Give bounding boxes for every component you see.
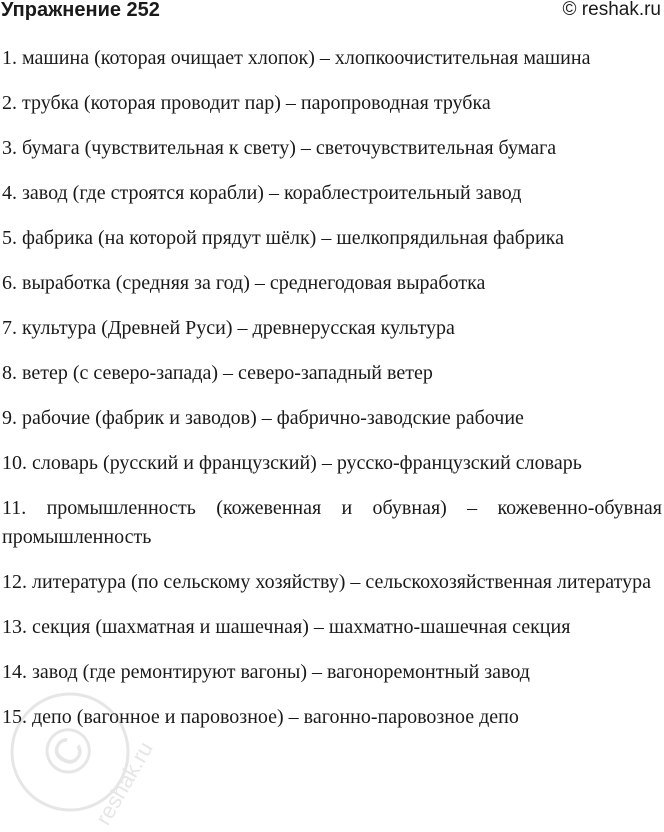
watermark-symbol: © (25, 712, 112, 790)
list-item: 9. рабочие (фабрик и заводов) – фабрично-заводские рабочие (2, 407, 524, 429)
list-item: 4. завод (где строятся корабли) – кораблестроительный завод (2, 182, 522, 204)
list-item: 2. трубка (которая проводит пар) – паропроводная трубка (2, 92, 491, 114)
list-item: 11. промышленность (кожевенная и обувная) – кожевенно-обувная промышленность (2, 497, 662, 548)
list-item: 5. фабрика (на которой прядут шёлк) – шелкопрядильная фабрика (2, 227, 564, 249)
watermark-text: reshak.ru (90, 737, 158, 830)
list-item: 14. завод (где ремонтируют вагоны) – вагоноремонтный завод (2, 661, 530, 683)
answer-list (2, 44, 662, 748)
list-item: 12. литература (по сельскому хозяйству) – сельскохозяйственная литература (2, 571, 651, 593)
list-item: 8. ветер (с северо-запада) – северо-западный ветер (2, 362, 433, 384)
page-header (0, 0, 664, 24)
list-item: 13. секция (шахматная и шашечная) – шахматно-шашечная секция (2, 616, 571, 638)
list-item: 15. депо (вагонное и паровозное) – вагонно-паровозное депо (2, 706, 519, 728)
list-item: 1. машина (которая очищает хлопок) – хлопкоочистительная машина (2, 47, 591, 69)
list-item: 10. словарь (русский и французский) – русско-французский словарь (2, 452, 582, 474)
source-credit: © reshak.ru (562, 0, 661, 20)
list-item: 6. выработка (средняя за год) – среднегодовая выработка (2, 272, 486, 294)
list-item: 3. бумага (чувствительная к свету) – светочувствительная бумага (2, 137, 557, 159)
list-item: 7. культура (Древней Руси) – древнерусская культура (2, 317, 455, 339)
exercise-title: Упражнение 252 (1, 0, 160, 21)
